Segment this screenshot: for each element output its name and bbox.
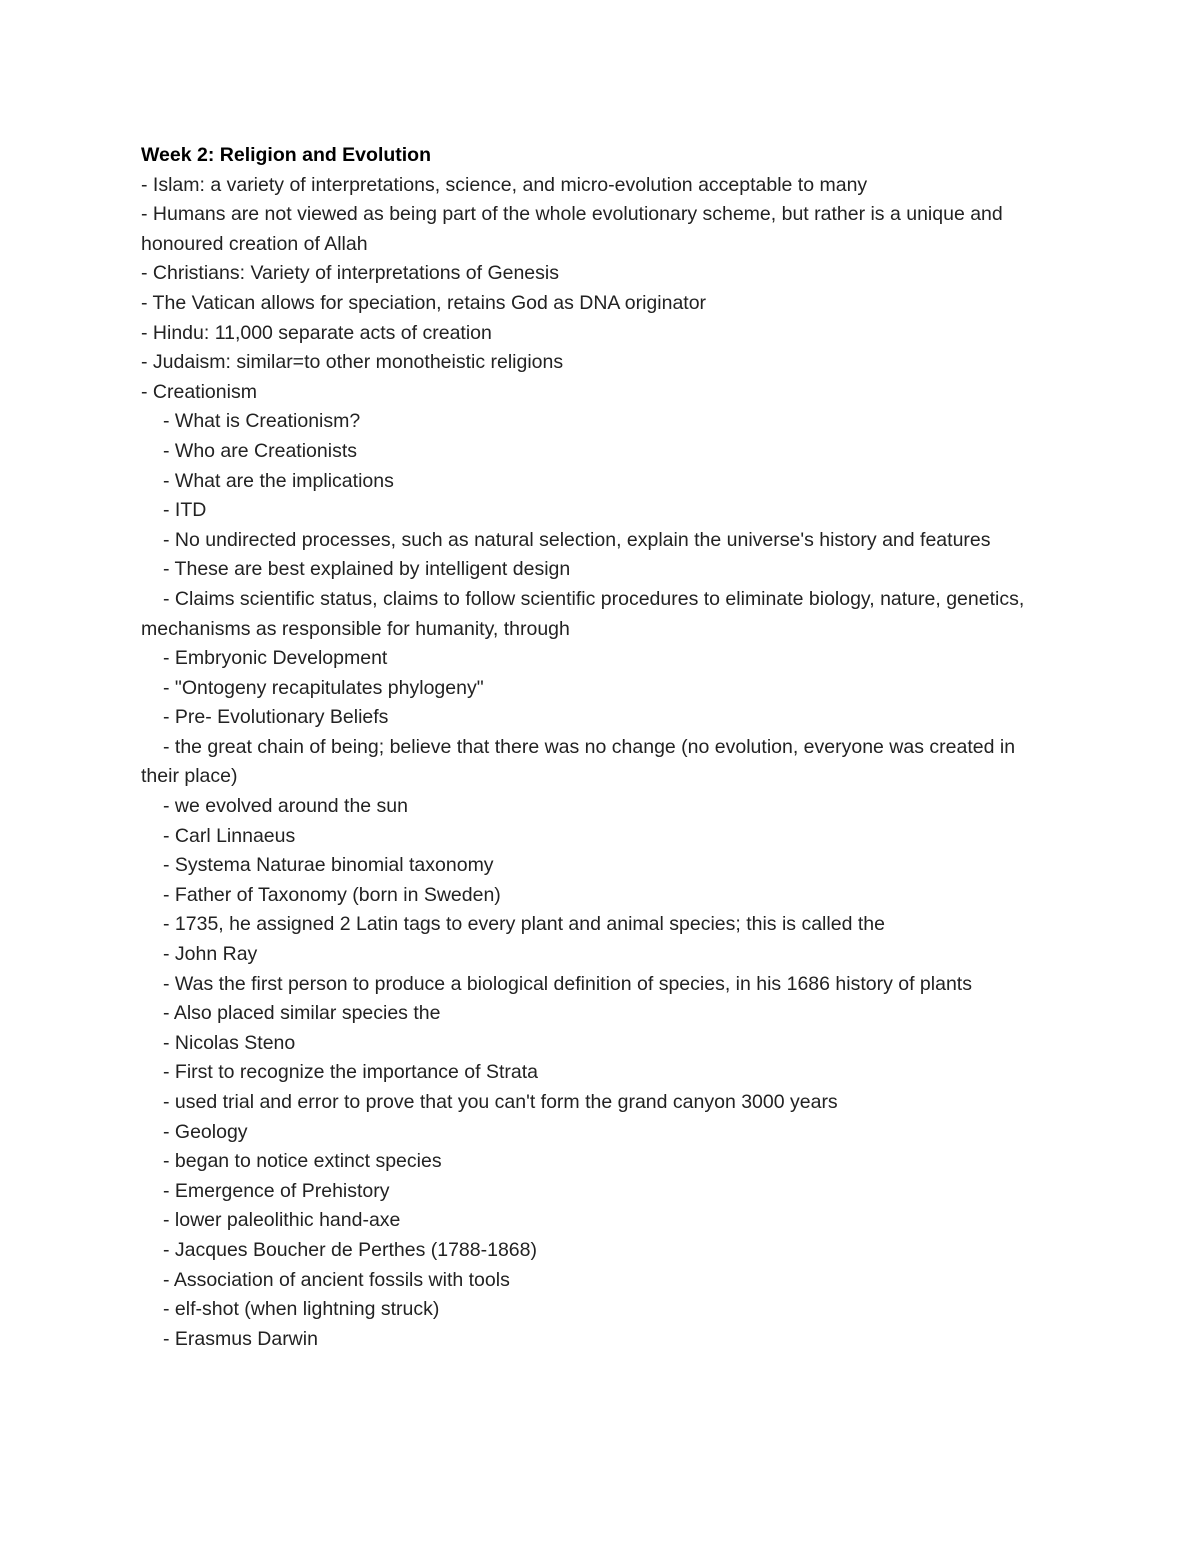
note-line: - These are best explained by intelligent design [163,558,571,581]
note-line: - Emergence of Prehistory [163,1179,390,1202]
notes-list [141,171,1056,1355]
note-line: - Embryonic Development [163,647,388,670]
note-line: - ITD [163,499,207,522]
note-line: - the great chain of being; believe that there was no change (no evolution, everyone was created in their place) [141,735,1016,788]
note-line: - 1735, he assigned 2 Latin tags to every plant and animal species; this is called the [163,913,885,936]
document-page [141,141,1056,1354]
note-line: - No undirected processes, such as natural selection, explain the universe's history and features [163,528,991,551]
note-line: - "Ontogeny recapitulates phylogeny" [163,676,484,699]
note-line: - Nicolas Steno [163,1031,296,1054]
note-line: - Geology [163,1120,248,1143]
note-line: - used trial and error to prove that you can't form the grand canyon 3000 years [163,1091,838,1113]
note-line: - Erasmus Darwin [163,1327,318,1350]
note-line: - The Vatican allows for speciation, retains God as DNA originator [141,291,707,314]
note-line: - began to notice extinct species [163,1150,442,1173]
note-line: - Christians: Variety of interpretations of Genesis [141,262,559,285]
note-line: - Was the first person to produce a biological definition of species, in his 1686 history of plants [163,972,972,995]
note-line: - we evolved around the sun [163,795,408,818]
note-line: - Father of Taxonomy (born in Sweden) [163,883,501,906]
note-line: - What is Creationism? [163,410,361,433]
note-line: - John Ray [163,943,258,966]
note-line: - lower paleolithic hand-axe [163,1209,401,1232]
document-title: Week 2: Religion and Evolution [141,144,432,166]
note-line: - Jacques Boucher de Perthes (1788-1868) [163,1238,537,1261]
note-line: - Claims scientific status, claims to follow scientific procedures to eliminate biology, nature, genetics, mechanisms as responsible for humanity, through [141,587,1025,640]
note-line: - Who are Creationists [163,439,357,462]
note-line: - Also placed similar species the [163,1002,441,1025]
note-line: - Humans are not viewed as being part of the whole evolutionary scheme, but rather is a unique and honoured creation of Allah [141,203,1003,255]
note-line: - Pre- Evolutionary Beliefs [163,706,389,729]
note-line: - Association of ancient fossils with tools [163,1268,510,1291]
note-line: - First to recognize the importance of Strata [163,1061,538,1084]
note-line: - What are the implications [163,469,394,492]
note-line: - elf-shot (when lightning struck) [163,1298,440,1321]
note-line: - Carl Linnaeus [163,824,296,847]
note-line: - Judaism: similar=to other monotheistic religions [141,351,564,374]
note-line: - Systema Naturae binomial taxonomy [163,854,494,877]
note-line: - Islam: a variety of interpretations, science, and micro-evolution acceptable to many [141,173,868,196]
note-line: - Creationism [141,380,257,403]
note-line: - Hindu: 11,000 separate acts of creation [141,321,492,344]
